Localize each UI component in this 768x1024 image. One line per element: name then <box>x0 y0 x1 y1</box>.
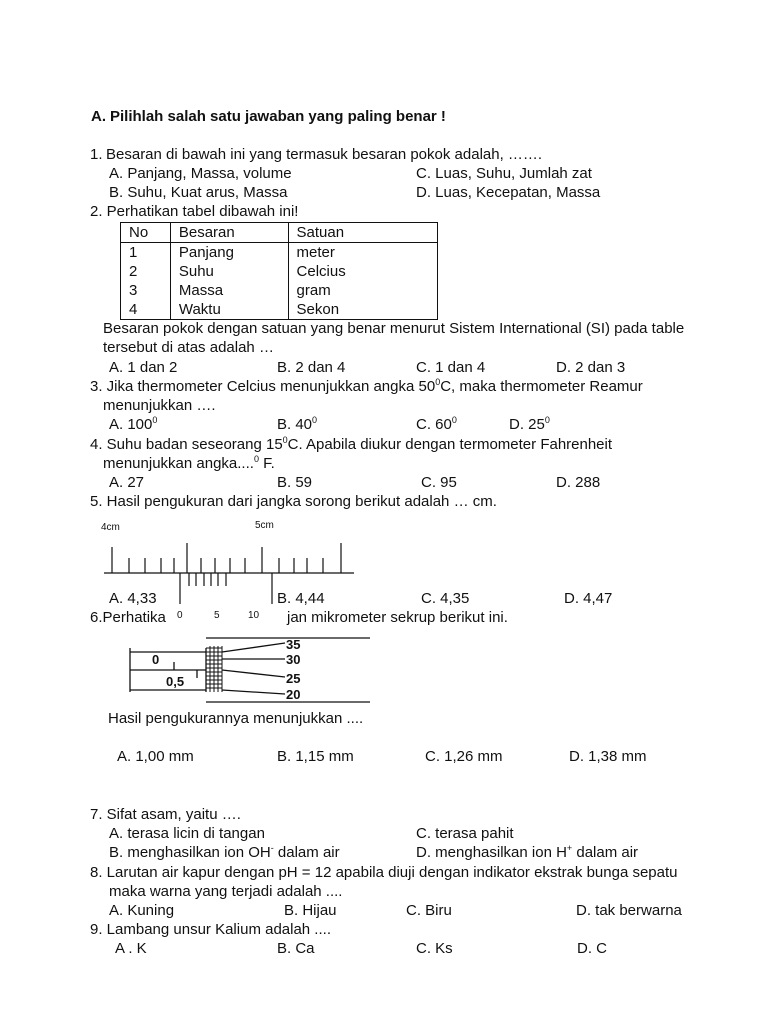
table-cell: 4 <box>121 300 171 320</box>
q7-option-b-text: B. menghasilkan ion OH <box>109 844 271 861</box>
section-label: A. <box>91 108 106 125</box>
q7-option-b <box>109 844 340 862</box>
q3-text-pre: 3. Jika thermometer Celcius menunjukkan angka 50 <box>90 378 436 395</box>
q5-option-d: D. 4,47 <box>564 590 613 607</box>
q7-option-a: A. terasa licin di tangan <box>109 825 265 842</box>
table-header-cell: Besaran <box>170 223 288 243</box>
q6-option-c: C. 1,26 mm <box>425 748 503 765</box>
thimble-label-20: 20 <box>286 687 301 702</box>
q8-text: 8. Larutan air kapur dengan pH = 12 apabila diuji dengan indikator ekstrak bunga sepatu <box>90 864 678 881</box>
q5-option-b: B. 4,44 <box>277 590 325 607</box>
table-header-cell: Satuan <box>288 223 437 243</box>
q6-text-left: 6.Perhatika <box>90 609 166 626</box>
table-cell: 2 <box>121 262 171 281</box>
q8-text-2: maka warna yang terjadi adalah .... <box>109 883 343 900</box>
thimble-knurl <box>206 646 222 692</box>
q2-option-b: B. 2 dan 4 <box>277 359 346 376</box>
q6-text-2: Hasil pengukurannya menunjukkan .... <box>108 710 364 727</box>
q9-option-a: A . K <box>115 940 147 957</box>
q4-text-pre: 4. Suhu badan seseorang 15 <box>90 436 283 453</box>
vernier-label-5: 5 <box>214 610 220 621</box>
degree-superscript: 0 <box>312 415 318 425</box>
q2-option-d: D. 2 dan 3 <box>556 359 626 376</box>
q8-option-d: D. tak berwarna <box>576 902 682 919</box>
q6-text-right: jan mikrometer sekrup berikut ini. <box>287 609 508 626</box>
main-scale-label-4cm: 4cm <box>101 522 120 533</box>
vernier-label-0: 0 <box>177 610 183 621</box>
sleeve-label-0-5: 0,5 <box>166 674 185 689</box>
charge-superscript: + <box>566 843 573 853</box>
table-cell: 1 <box>121 243 171 263</box>
q7-text: 7. Sifat asam, yaitu …. <box>90 806 241 823</box>
q2-text-3: tersebut di atas adalah … <box>103 339 274 356</box>
q3-option-d-text: D. 25 <box>509 416 545 433</box>
q1-option-c: C. Luas, Suhu, Jumlah zat <box>416 165 592 182</box>
q8-option-a: A. Kuning <box>109 902 175 919</box>
table-cell: Suhu <box>170 262 288 281</box>
q3-text-2: menunjukkan …. <box>103 397 216 414</box>
q7-option-b-post: dalam air <box>273 844 340 861</box>
q9-option-b: B. Ca <box>277 940 315 957</box>
q3-option-c-text: C. 60 <box>416 416 452 433</box>
q2-text: 2. Perhatikan tabel dibawah ini! <box>90 203 299 220</box>
q4-option-a: A. 27 <box>109 474 145 491</box>
table-cell: Sekon <box>288 300 437 320</box>
section-title: Pilihlah salah satu jawaban yang paling benar ! <box>110 108 446 125</box>
q7-option-d-text: D. menghasilkan ion H <box>416 844 567 861</box>
q8-option-b: B. Hijau <box>284 902 337 919</box>
degree-superscript: 0 <box>253 454 259 464</box>
q6-option-a: A. 1,00 mm <box>117 748 194 765</box>
q4-option-b: B. 59 <box>277 474 313 491</box>
q4-text2-pre: menunjukkan angka.... <box>103 455 254 472</box>
q5-option-c: C. 4,35 <box>421 590 470 607</box>
degree-superscript: 0 <box>152 415 158 425</box>
main-scale-label-5cm: 5cm <box>255 520 274 531</box>
micrometer-diagram <box>130 638 370 702</box>
q7-option-c: C. terasa pahit <box>416 825 514 842</box>
q4-text2-post: F. <box>258 455 275 472</box>
charge-superscript: - <box>270 843 274 853</box>
q1-option-a: A. Panjang, Massa, volume <box>109 165 292 182</box>
q4-option-c: C. 95 <box>421 474 457 491</box>
table-cell: Waktu <box>170 300 288 320</box>
thimble-label-35: 35 <box>286 637 301 652</box>
q2-text-2: Besaran pokok dengan satuan yang benar menurut Sistem International (SI) pada table <box>103 320 685 337</box>
degree-superscript: 0 <box>544 415 550 425</box>
q3-option-a-text: A. 100 <box>109 416 153 433</box>
q4-option-d: D. 288 <box>556 474 601 491</box>
table-cell: Panjang <box>170 243 288 263</box>
thimble-label-30: 30 <box>286 652 301 667</box>
table-cell: meter <box>288 243 437 263</box>
vernier-label-10: 10 <box>248 610 260 621</box>
degree-superscript: 0 <box>435 377 441 387</box>
q9-option-d: D. C <box>577 940 607 957</box>
q5-text: 5. Hasil pengukuran dari jangka sorong berikut adalah … cm. <box>90 493 497 510</box>
q8-option-c: C. Biru <box>406 902 452 919</box>
table-header-cell: No <box>121 223 171 243</box>
sleeve-label-0: 0 <box>152 652 160 667</box>
table-cell: 3 <box>121 281 171 300</box>
q7-option-d-post: dalam air <box>572 844 639 861</box>
main-scale <box>104 543 354 573</box>
q2-option-c: C. 1 dan 4 <box>416 359 486 376</box>
q1-option-d: D. Luas, Kecepatan, Massa <box>416 184 601 201</box>
q6-option-b: B. 1,15 mm <box>277 748 354 765</box>
q1-number: 1. <box>90 146 103 163</box>
q9-text: 9. Lambang unsur Kalium adalah .... <box>90 921 331 938</box>
degree-superscript: 0 <box>282 435 288 445</box>
q4-text-post: C. Apabila diukur dengan termometer Fahrenheit <box>287 436 613 453</box>
table-cell: gram <box>288 281 437 300</box>
table-cell: Celcius <box>288 262 437 281</box>
q1-option-b: B. Suhu, Kuat arus, Massa <box>109 184 288 201</box>
q9-option-c: C. Ks <box>416 940 453 957</box>
q3-text-post: C, maka thermometer Reamur <box>440 378 643 395</box>
q7-option-d <box>416 844 638 862</box>
vernier-scale <box>180 573 272 604</box>
q5-option-a: A. 4,33 <box>109 590 157 607</box>
q1-text: Besaran di bawah ini yang termasuk besaran pokok adalah, ……. <box>106 146 543 163</box>
q3-option-b-text: B. 40 <box>277 416 313 433</box>
table-cell: Massa <box>170 281 288 300</box>
thimble-label-25: 25 <box>286 671 301 686</box>
q2-option-a: A. 1 dan 2 <box>109 359 178 376</box>
degree-superscript: 0 <box>451 415 457 425</box>
q6-option-d: D. 1,38 mm <box>569 748 647 765</box>
